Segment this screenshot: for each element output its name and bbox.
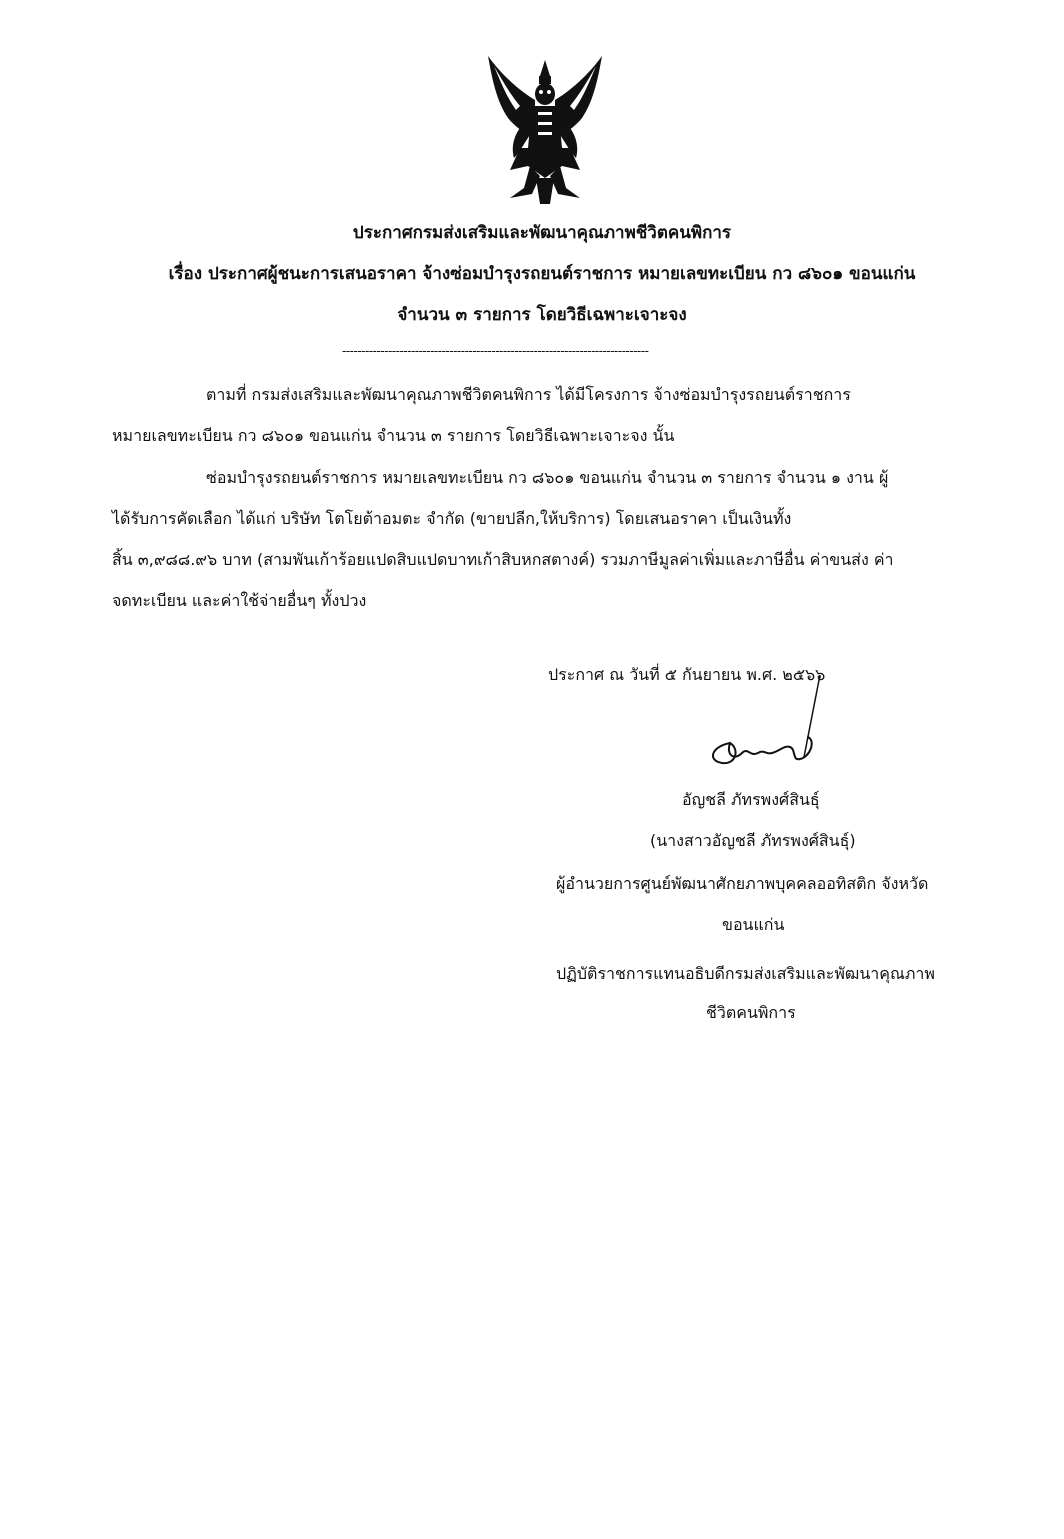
signer-name: อัญชลี ภัทรพงศ์สินธุ์ xyxy=(682,790,820,809)
garuda-emblem-icon xyxy=(480,48,610,208)
body-paragraph-2-line-3: สิ้น ๓,๙๘๘.๙๖ บาท (สามพันเก้าร้อยแปดสิบแปดบาทเก้าสิบหกสตางค์) รวมภาษีมูลค่าเพิ่มและภาษีอื่น ค่าขนส่ง ค่า xyxy=(112,550,894,569)
announcement-subject: เรื่อง ประกาศผู้ชนะการเสนอราคา จ้างซ่อมบำรุงรถยนต์ราชการ หมายเลขทะเบียน กว ๘๖๐๑ ขอนแก่น xyxy=(168,264,916,284)
handwritten-signature-icon xyxy=(700,665,840,775)
body-paragraph-1-line-2: หมายเลขทะเบียน กว ๘๖๐๑ ขอนแก่น จำนวน ๓ รายการ โดยวิธีเฉพาะเจาะจง นั้น xyxy=(112,426,675,445)
announcement-subject-cont: จำนวน ๓ รายการ โดยวิธีเฉพาะเจาะจง xyxy=(397,305,687,325)
acting-on-behalf-line-2: ชีวิตคนพิการ xyxy=(706,1003,796,1022)
acting-on-behalf-line-1: ปฏิบัติราชการแทนอธิบดีกรมส่งเสริมและพัฒนาคุณภาพ xyxy=(556,964,935,983)
signer-full-name: (นางสาวอัญชลี ภัทรพงศ์สินธุ์) xyxy=(650,831,856,850)
body-paragraph-2-line-2: ได้รับการคัดเลือก ได้แก่ บริษัท โตโยต้าอมตะ จำกัด (ขายปลีก,ให้บริการ) โดยเสนอราคา เป็นเงินทั้ง xyxy=(112,509,792,528)
signer-position-line-1: ผู้อำนวยการศูนย์พัฒนาศักยภาพบุคคลออทิสติก จังหวัด xyxy=(556,874,929,893)
signer-position-line-2: ขอนแก่น xyxy=(722,915,785,934)
body-paragraph-1-line-1: ตามที่ กรมส่งเสริมและพัฒนาคุณภาพชีวิตคนพิการ ได้มีโครงการ จ้างซ่อมบำรุงรถยนต์ราชการ xyxy=(206,385,851,404)
dashed-divider: -------------------------------------------------------------------------------- xyxy=(342,344,649,358)
body-paragraph-2-line-1: ซ่อมบำรุงรถยนต์ราชการ หมายเลขทะเบียน กว ๘๖๐๑ ขอนแก่น จำนวน ๓ รายการ จำนวน ๑ งาน ผู้ xyxy=(206,468,889,487)
body-paragraph-2-line-4: จดทะเบียน และค่าใช้จ่ายอื่นๆ ทั้งปวง xyxy=(112,591,367,610)
announcement-title: ประกาศกรมส่งเสริมและพัฒนาคุณภาพชีวิตคนพิการ xyxy=(352,223,732,243)
announcement-date: ประกาศ ณ วันที่ ๕ กันยายน พ.ศ. ๒๕๖๖ xyxy=(548,665,826,684)
